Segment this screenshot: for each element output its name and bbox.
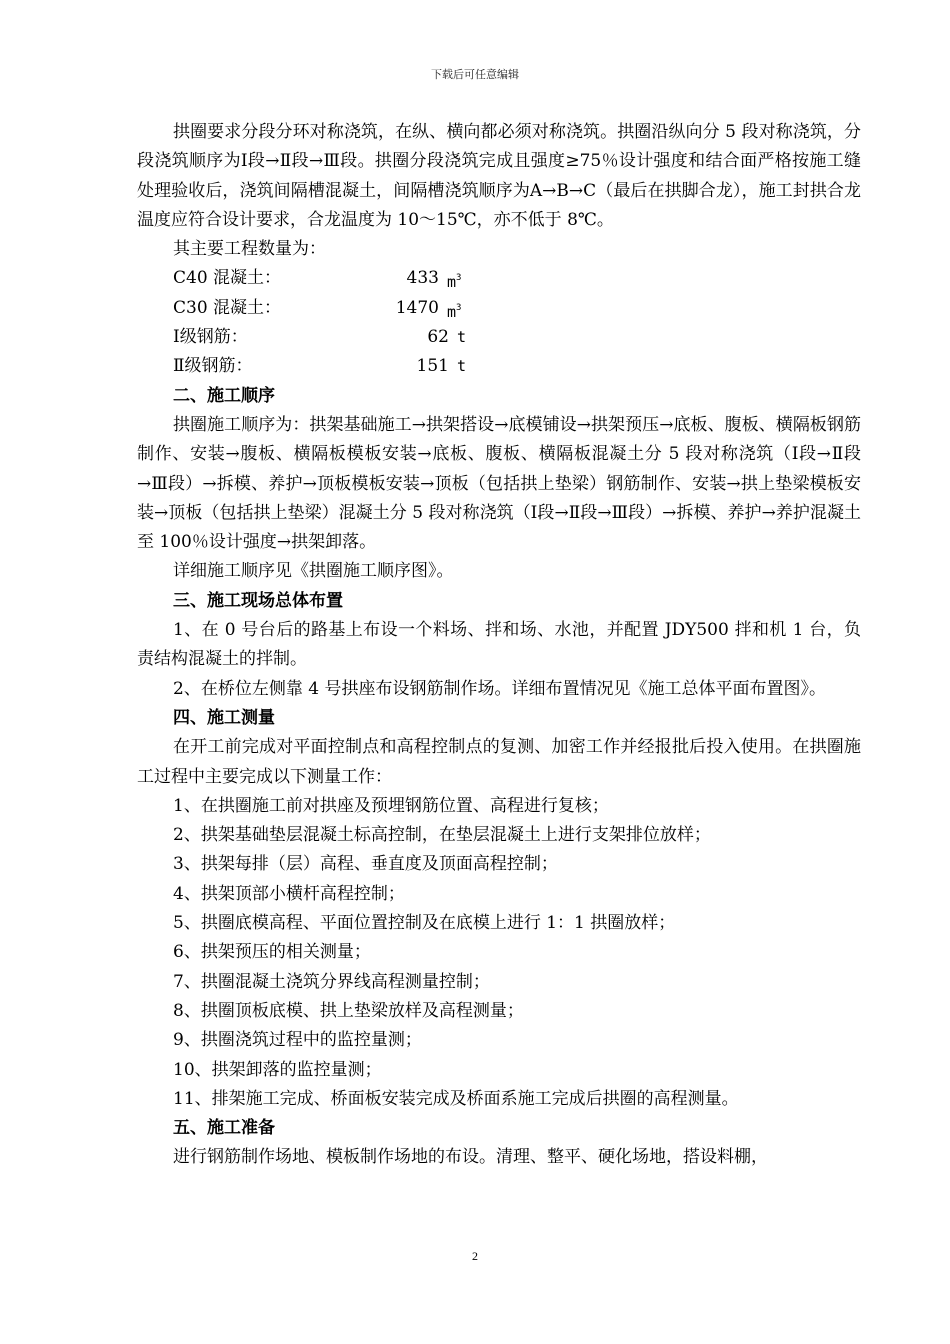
section-heading: 四、施工测量: [173, 707, 275, 728]
quantity-unit: t: [457, 328, 467, 347]
list-item: 8、拱圈顶板底模、拱上垫梁放样及高程测量；: [173, 1000, 524, 1021]
quantity-value: 151: [416, 356, 449, 377]
quantity-label: Ⅱ级钢筋：: [173, 356, 253, 377]
quantity-row: [137, 352, 861, 381]
quantity-value: 433: [406, 268, 439, 289]
section-heading: 五、施工准备: [173, 1118, 275, 1139]
quantity-value: 1470: [395, 297, 439, 318]
list-item: 4、拱架顶部小横杆高程控制；: [173, 883, 405, 904]
section-paragraph: 1、在 0 号台后的路基上布设一个料场、拌和场、水池，并配置 JDY500 拌和机 1 台，负责结构混凝土的拌制。: [137, 620, 861, 670]
section-paragraph: 2、在桥位左侧靠 4 号拱座布设钢筋制作场。详细布置情况见《施工总体平面布置图》。: [173, 678, 826, 699]
quantity-value: 62: [427, 327, 449, 348]
list-item: 9、拱圈浇筑过程中的监控量测；: [173, 1030, 422, 1051]
section-paragraph: 详细施工顺序见《拱圈施工顺序图》。: [173, 561, 454, 582]
quantity-label: Ⅰ级钢筋：: [173, 327, 248, 348]
quantity-label: C40 混凝土：: [173, 268, 282, 289]
section-paragraph: 进行钢筋制作场地、模板制作场地的布设。清理、整平、硬化场地，搭设料棚，: [173, 1147, 768, 1168]
quantity-label: C30 混凝土：: [173, 297, 282, 318]
list-item: 7、拱圈混凝土浇筑分界线高程测量控制；: [173, 971, 490, 992]
quantity-unit: $m^3$: [447, 273, 462, 292]
quantity-row: [137, 294, 861, 323]
list-item: 3、拱架每排（层）高程、垂直度及顶面高程控制；: [173, 854, 558, 875]
quantity-unit: $m^3$: [447, 302, 462, 321]
intro-paragraph: 拱圈要求分段分环对称浇筑，在纵、横向都必须对称浇筑。拱圈沿纵向分 5 段对称浇筑，分段浇筑顺序为Ⅰ段→Ⅱ段→Ⅲ段。拱圈分段浇筑完成且强度≥75％设计强度和结合面严格按施工缝处理验收后，浇筑间隔槽混凝土，间隔槽浇筑顺序为A→B→C（最后在拱脚合龙），施工封拱合龙温度应符合设计要求，合龙温度为 10～15℃，亦不低于 8℃。: [137, 122, 861, 230]
header-note: 下载后可任意编辑: [431, 68, 519, 81]
list-item: 11、排架施工完成、桥面板安装完成及桥面系施工完成后拱圈的高程测量。: [173, 1088, 739, 1109]
document-body: [137, 118, 861, 1173]
list-item: 2、拱架基础垫层混凝土标高控制，在垫层混凝土上进行支架排位放样；: [173, 825, 711, 846]
quantity-row: [137, 323, 861, 352]
quantity-unit: t: [457, 357, 467, 376]
section-heading: 二、施工顺序: [173, 385, 275, 406]
list-item: 6、拱架预压的相关测量；: [173, 942, 371, 963]
quantity-row: [137, 264, 861, 293]
list-item: 5、拱圈底模高程、平面位置控制及在底模上进行 1：1 拱圈放样；: [173, 913, 676, 934]
list-item: 10、拱架卸落的监控量测；: [173, 1059, 382, 1080]
list-item: 1、在拱圈施工前对拱座及预埋钢筋位置、高程进行复核；: [173, 795, 609, 816]
section-heading: 三、施工现场总体布置: [173, 590, 343, 611]
section-paragraph: 拱圈施工顺序为：拱架基础施工→拱架搭设→底模铺设→拱架预压→底板、腹板、横隔板钢筋制作、安装→腹板、横隔板模板安装→底板、腹板、横隔板混凝土分 5 段对称浇筑（Ⅰ段→Ⅱ段→Ⅲ段）→拆模、养护→顶板模板安装→顶板（包括拱上垫梁）钢筋制作、安装→拱上垫梁模板安装→顶板（包括拱上垫梁）混凝土分 5 段对称浇筑（Ⅰ段→Ⅱ段→Ⅲ段）→拆模、养护→养护混凝土至 100％设计强度→拱架卸落。: [137, 414, 861, 553]
quantities-title: 其主要工程数量为：: [173, 239, 326, 260]
section-paragraph: 在开工前完成对平面控制点和高程控制点的复测、加密工作并经报批后投入使用。在拱圈施工过程中主要完成以下测量工作：: [137, 737, 861, 787]
page-number: 2: [472, 1249, 478, 1263]
